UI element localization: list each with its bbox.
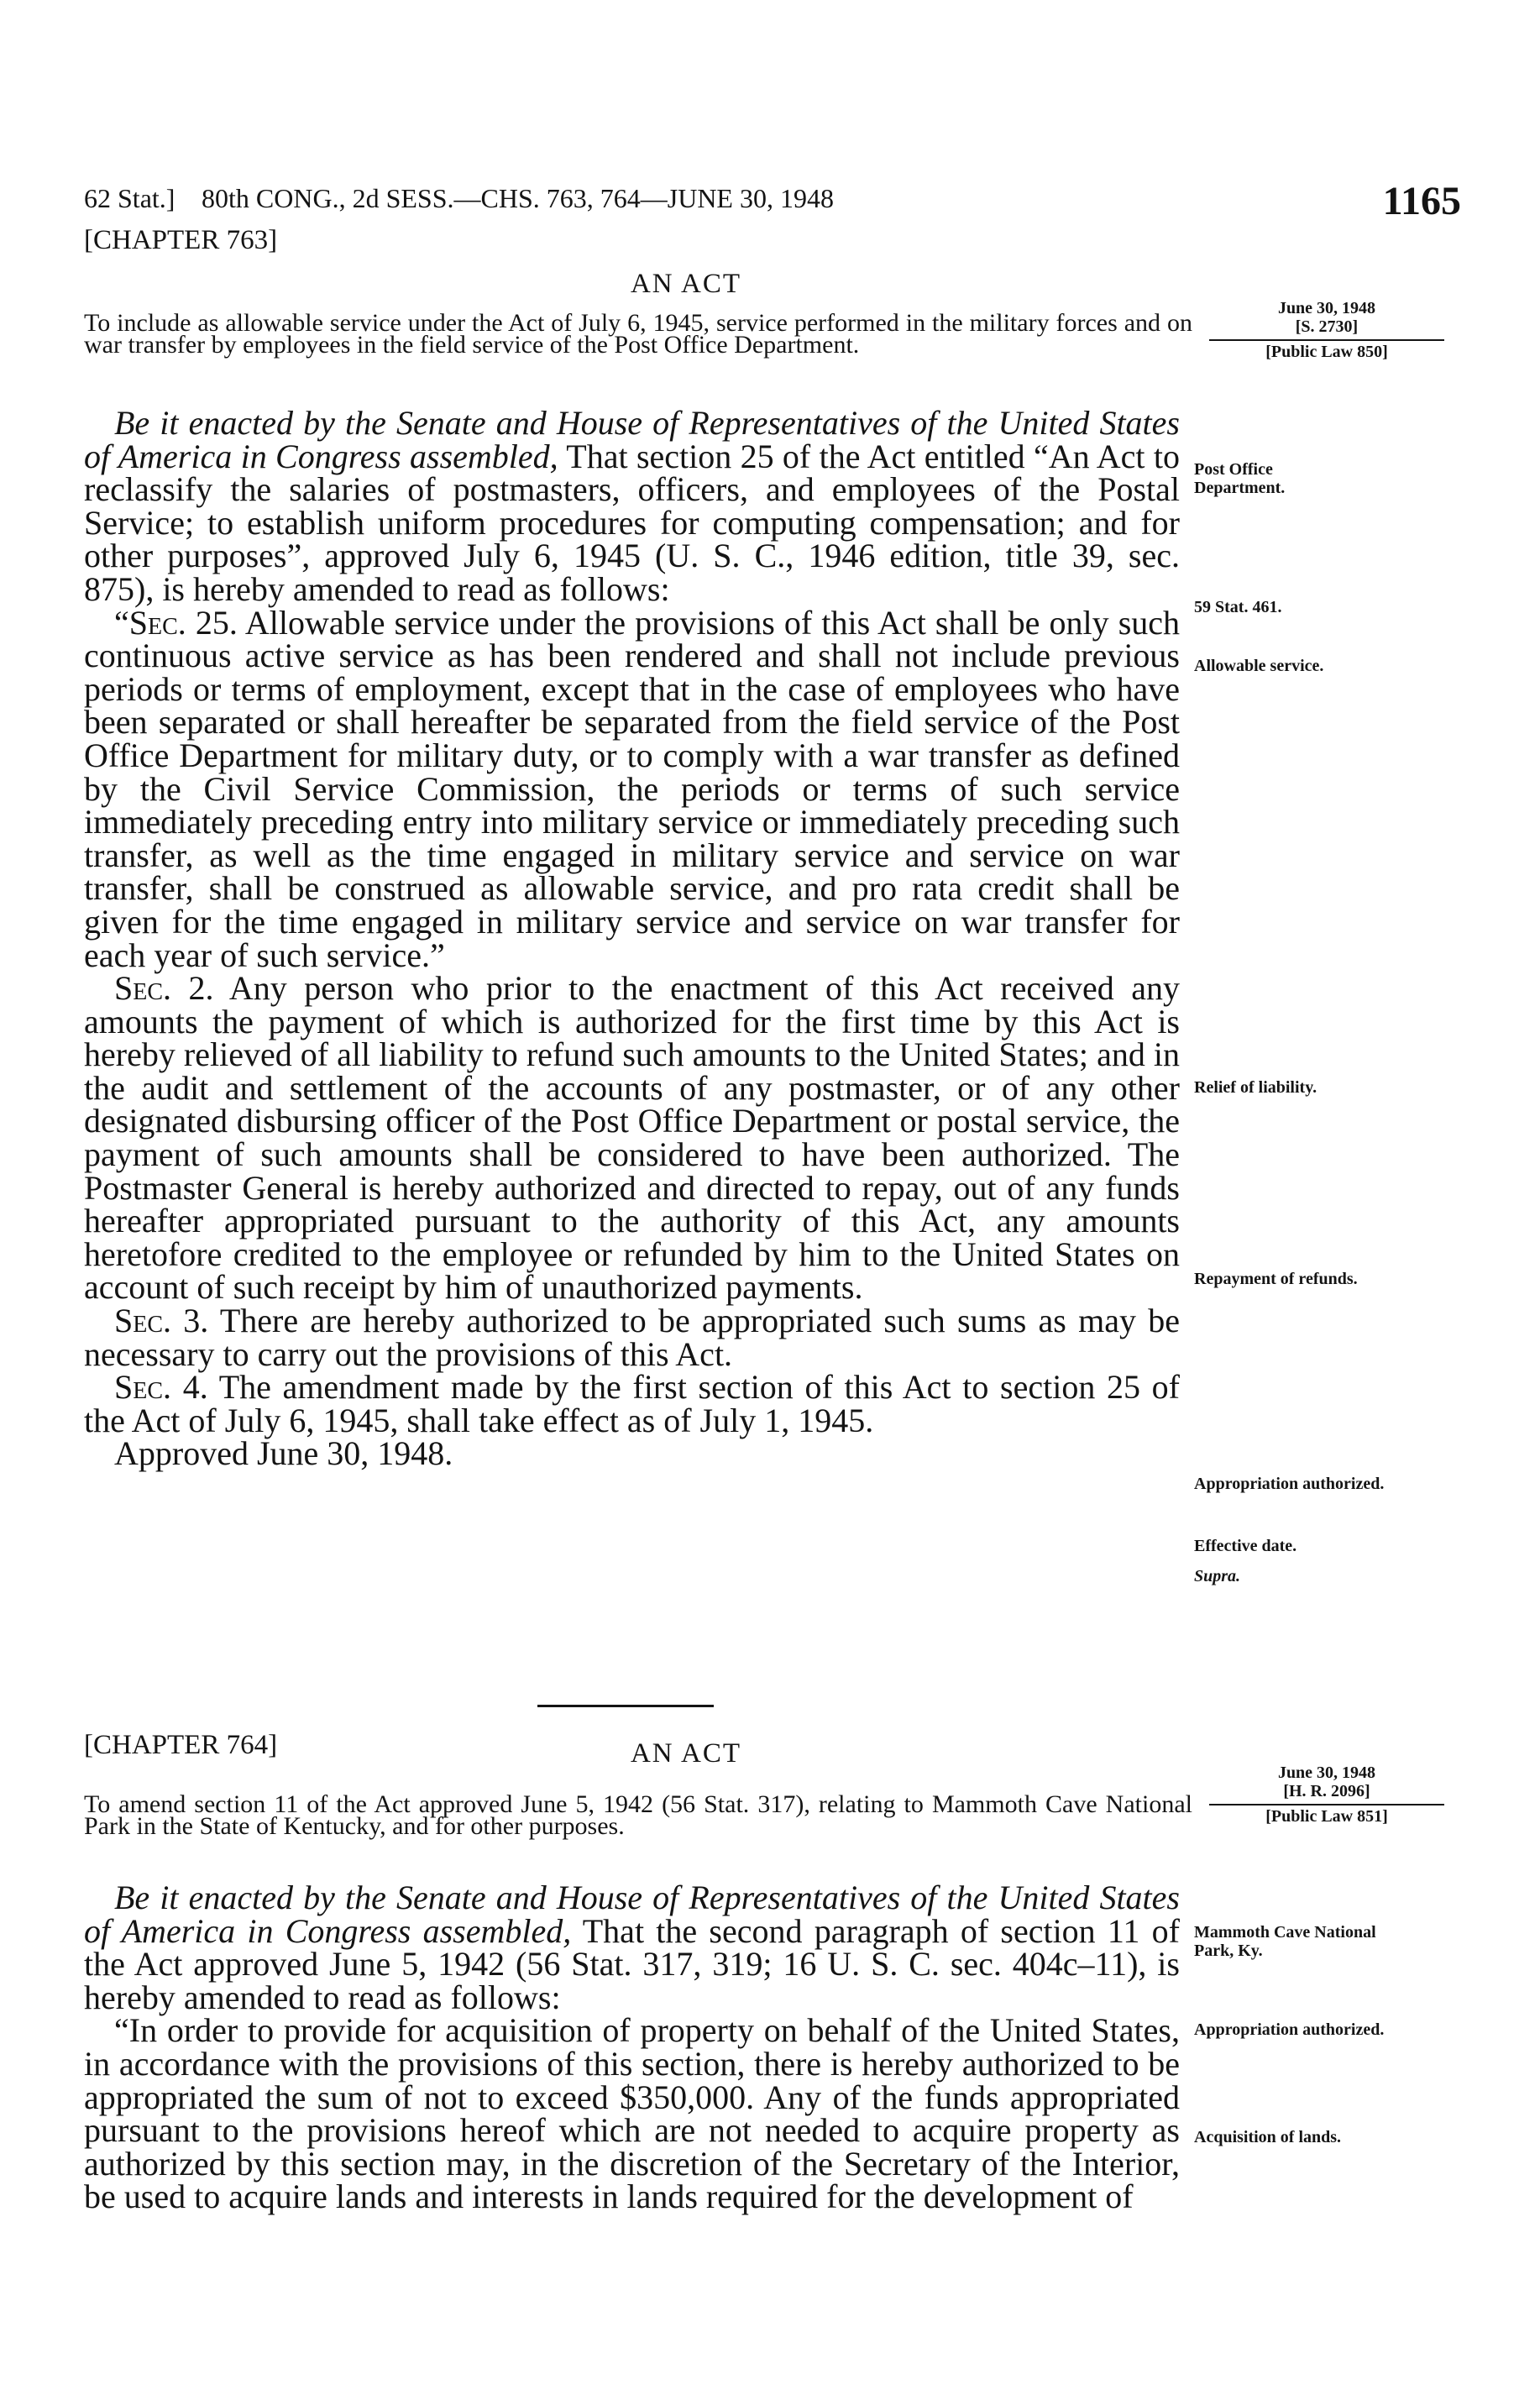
chapter-764-heading: [CHAPTER 764] bbox=[84, 1730, 278, 1760]
sidenote-supra: Supra. bbox=[1194, 1567, 1241, 1585]
sidenote-mammoth-cave: Mammoth Cave National Park, Ky. bbox=[1194, 1923, 1376, 1960]
chapter-763-title: To include as allowable service under the Act of July 6, 1945, service performed in the military forces and on war transfer by employees in the field service of the Post Office Department. bbox=[84, 309, 1192, 359]
chapter-763-date: June 30, 1948 bbox=[1277, 299, 1376, 317]
chapter-764-bill: [H. R. 2096] bbox=[1283, 1782, 1370, 1800]
chapter-763-section-4: Sec. 4. The amendment made by the first section of this Act to section 25 of the Act of July 6, 1945, shall take effect as of July 1, 1945. bbox=[84, 1368, 1181, 1439]
sidenote-appropriation-764: Appropriation authorized. bbox=[1194, 2020, 1385, 2039]
running-title: 80th CONG., 2d SESS.—CHS. 763, 764—JUNE 30, 1948 bbox=[202, 183, 834, 213]
chapter-764-amended-text: “In order to provide for acquisition of property on behalf of the United States, in accordance with the provisions of this section, there is hereby authorized to be appropriated the sum of not to exceed $350,000. Any of the funds appropriated pursuant to the provisions hereof which are not needed to acquire property as authorized by this section may, in the discretion of the Secretary of the Interior, be used to acquire lands and interests in lands required for the development of bbox=[84, 2011, 1180, 2216]
sidenote-acquisition-of-lands: Acquisition of lands. bbox=[1194, 2128, 1342, 2146]
chapter-764-enacting-paragraph: Be it enacted by the Senate and House of Representatives of the United States of America in Congress assembled, That the second paragraph of section 11 of the Act approved June 5, 1942 (56 Stat. 317, 319; 16 U. S. C. sec. 404c–11), is hereby amended to read as follows: bbox=[84, 1879, 1180, 2016]
stat-volume: 62 Stat.] bbox=[84, 183, 175, 213]
chapter-763-section-3: Sec. 3. There are hereby authorized to be appropriated such sums as may be necessary to carry out the provisions of this Act. bbox=[84, 1302, 1180, 1373]
chapter-763-body bbox=[84, 404, 1181, 1473]
sidenote-repayment: Repayment of refunds. bbox=[1194, 1270, 1358, 1288]
chapter-763-act-heading: AN ACT bbox=[630, 269, 742, 299]
chapter-divider bbox=[537, 1705, 714, 1707]
chapter-763-approved: Approved June 30, 1948. bbox=[114, 1434, 453, 1473]
chapter-764-citation bbox=[1209, 1763, 1444, 1826]
chapter-763-section-25: “Sec. 25. Allowable service under the provisions of this Act shall be only such continuous active service as has been rendered and shall not include previous periods or terms of employment, except that in the case of employees who have been separated or shall hereafter be separated from the field service of the Post Office Department for military duty, or to comply with a war transfer as defined by the Civil Service Commission, the periods or terms of such service immediately preceding entry into military service or immediately preceding such transfer, as well as the time engaged in military service and service on war transfer, shall be construed as allowable service, and pro rata credit shall be given for the time engaged in military service and service on war transfer for each year of such service.” bbox=[84, 603, 1181, 974]
chapter-763-citation bbox=[1209, 299, 1444, 361]
chapter-764-body bbox=[84, 1881, 1180, 2214]
sidenote-relief-of-liability: Relief of liability. bbox=[1194, 1078, 1317, 1097]
chapter-763-section-2: Sec. 2. Any person who prior to the enactment of this Act received any amounts the payment of which is authorized for the first time by this Act is hereby relieved of all liability to refund such amounts to the United States; and in the audit and settlement of the accounts of any postmaster, or of any other designated disbursing officer of the Post Office Department or postal service, the payment of such amounts shall be considered to have been authorized. The Postmaster General is hereby authorized and directed to repay, out of any funds hereafter appropriated pursuant to the authority of this Act, any amounts heretofore credited to the employee or refunded by him to the United States on account of such receipt by him of unauthorized payments. bbox=[84, 969, 1181, 1307]
chapter-764-date: June 30, 1948 bbox=[1277, 1763, 1376, 1782]
sidenote-allowable-service: Allowable service. bbox=[1194, 657, 1324, 675]
chapter-764-public-law: [Public Law 851] bbox=[1209, 1804, 1444, 1826]
enacting-clause: Be it enacted by the Senate and House of Representatives of the United States of America in Congress assembled, bbox=[84, 404, 1180, 475]
chapter-763-bill: [S. 2730] bbox=[1295, 317, 1359, 336]
chapter-764-act-heading: AN ACT bbox=[630, 1738, 742, 1769]
sidenote-stat-ref: 59 Stat. 461. bbox=[1194, 598, 1282, 616]
sidenote-appropriation-763: Appropriation authorized. bbox=[1194, 1475, 1385, 1493]
sidenote-effective-date: Effective date. bbox=[1194, 1537, 1297, 1555]
page-number: 1165 bbox=[1382, 179, 1461, 223]
chapter-763-enacting-paragraph: Be it enacted by the Senate and House of Representatives of the United States of America in Congress assembled, That section 25 of the Act entitled “An Act to reclassify the salaries of postmasters, officers, and employees of the Postal Service; to establish uniform procedures for computing compensation; and for other purposes”, approved July 6, 1945 (U. S. C., 1946 edition, title 39, sec. 875), is hereby amended to read as follows: bbox=[84, 404, 1180, 608]
chapter-764-title: To amend section 11 of the Act approved June 5, 1942 (56 Stat. 317), relating to Mammoth Cave National Park in the State of Kentucky, and for other purposes. bbox=[84, 1790, 1192, 1840]
chapter-763-heading: [CHAPTER 763] bbox=[84, 225, 278, 255]
sidenote-post-office: Post Office Department. bbox=[1194, 460, 1286, 497]
chapter-763-public-law: [Public Law 850] bbox=[1209, 339, 1444, 361]
enacting-clause: Be it enacted by the Senate and House of Representatives of the United States of America in Congress assembled, bbox=[84, 1879, 1180, 1950]
